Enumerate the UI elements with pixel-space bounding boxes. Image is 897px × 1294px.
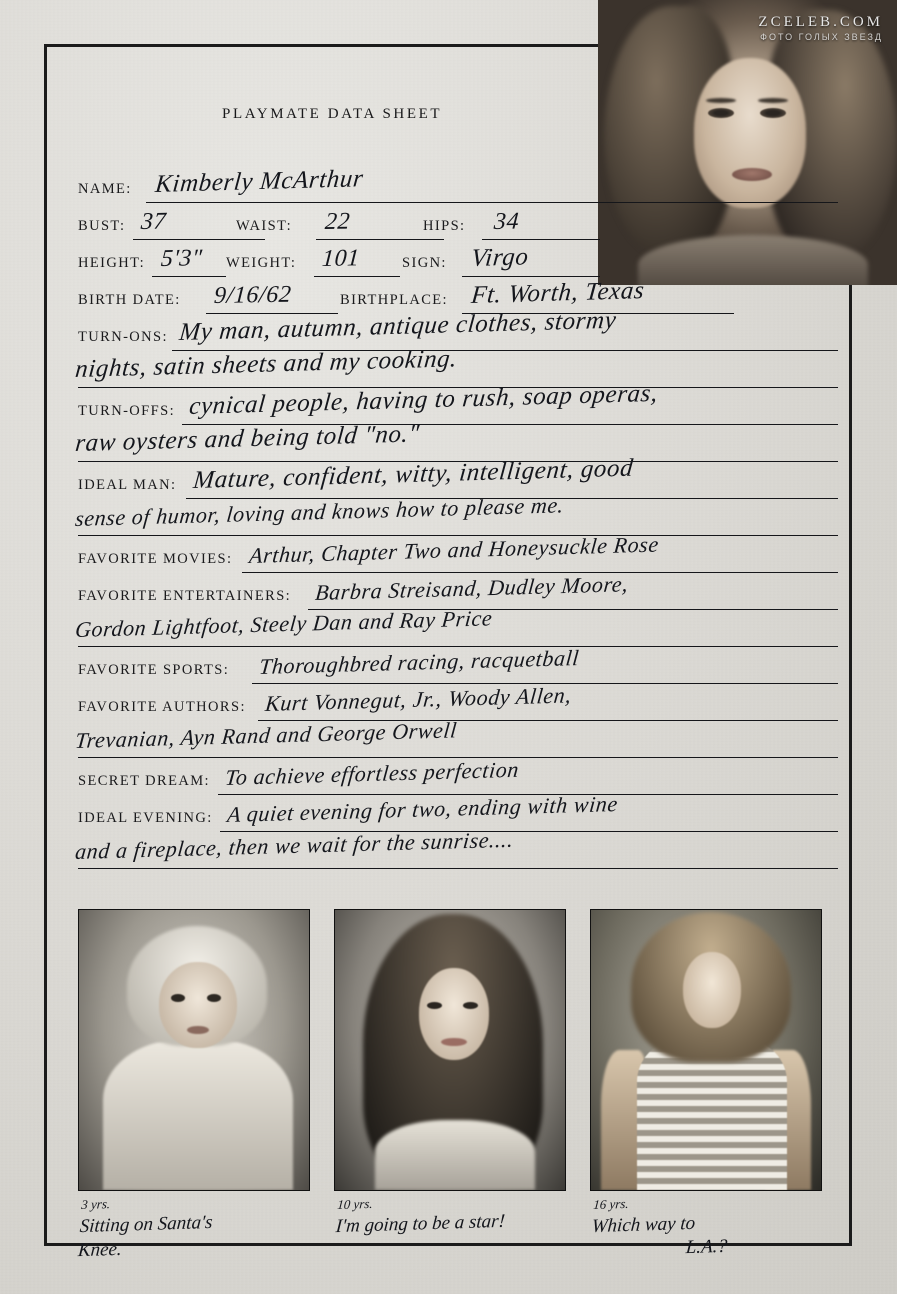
baby-photo-caption-line1: Sitting on Santa's bbox=[78, 1211, 214, 1238]
label-favorite-entertainers: FAVORITE ENTERTAINERS: bbox=[78, 588, 292, 604]
label-height: HEIGHT: bbox=[78, 255, 146, 271]
value-secret-dream: To achieve effortless perfection bbox=[224, 756, 521, 790]
label-secret-dream: SECRET DREAM: bbox=[78, 773, 210, 789]
baby-photo bbox=[78, 909, 310, 1191]
value-hips: 34 bbox=[493, 208, 521, 235]
field-row-turn-offs-cont bbox=[74, 420, 838, 462]
field-row-height-weight-sign bbox=[78, 240, 838, 277]
teen-photo-caption-line2: L.A.? bbox=[685, 1235, 728, 1259]
teen-photo-face bbox=[683, 952, 741, 1028]
child-photo-age: 10 yrs. bbox=[336, 1195, 374, 1213]
child-photo-eye-right bbox=[463, 1002, 478, 1009]
label-favorite-movies: FAVORITE MOVIES: bbox=[78, 551, 233, 567]
baby-photo-body bbox=[103, 1040, 293, 1190]
value-weight: 101 bbox=[321, 245, 361, 272]
value-turn-offs-line1: cynical people, having to rush, soap operas, bbox=[188, 379, 660, 420]
child-photo-shirt bbox=[375, 1120, 535, 1190]
baby-photo-eye-right bbox=[207, 994, 221, 1002]
page-title: PLAYMATE DATA SHEET bbox=[222, 106, 443, 122]
field-row-birth bbox=[78, 277, 838, 314]
value-ideal-man-line2: sense of humor, loving and knows how to please me. bbox=[74, 492, 566, 531]
child-photo-face bbox=[419, 968, 489, 1060]
watermark-main-text: ZCELEB.COM bbox=[758, 14, 883, 30]
value-ideal-man-line1: Mature, confident, witty, intelligent, good bbox=[192, 454, 635, 494]
teen-photo-caption-line1: Which way to bbox=[590, 1212, 696, 1238]
value-birthplace: Ft. Worth, Texas bbox=[470, 277, 646, 309]
value-bust: 37 bbox=[140, 208, 168, 235]
rule-ideal-evening-2 bbox=[78, 868, 838, 869]
value-favorite-authors-line1: Kurt Vonnegut, Jr., Woody Allen, bbox=[264, 682, 573, 716]
baby-photo-age: 3 yrs. bbox=[80, 1196, 111, 1213]
label-name: NAME: bbox=[78, 181, 132, 197]
field-row-name bbox=[78, 166, 838, 203]
value-ideal-evening-line1: A quiet evening for two, ending with wine bbox=[226, 791, 620, 827]
field-row-turn-ons-cont bbox=[74, 345, 838, 388]
field-row-favorite-authors-cont bbox=[74, 717, 838, 758]
data-sheet-form bbox=[74, 165, 838, 869]
teen-photo bbox=[590, 909, 822, 1191]
child-photo-eye-left bbox=[427, 1002, 442, 1009]
baby-photo-mouth bbox=[187, 1026, 209, 1034]
label-hips: HIPS: bbox=[423, 218, 466, 234]
child-photo-caption-line1: I'm going to be a star! bbox=[334, 1210, 506, 1238]
value-favorite-movies: Arthur, Chapter Two and Honeysuckle Rose bbox=[248, 531, 661, 568]
field-row-ideal-man-cont bbox=[74, 492, 838, 536]
field-row-favorite-entertainers-cont bbox=[74, 605, 838, 647]
baby-photo-caption bbox=[77, 1192, 215, 1262]
field-row-favorite-entertainers bbox=[78, 573, 838, 610]
headshot-brow-left bbox=[706, 98, 736, 103]
label-birthplace: BIRTHPLACE: bbox=[340, 292, 448, 308]
childhood-photo-strip bbox=[78, 909, 818, 1191]
value-ideal-evening-line2: and a fireplace, then we wait for the sunrise.... bbox=[74, 826, 515, 864]
field-row-ideal-evening-cont bbox=[74, 826, 838, 869]
teen-photo-caption bbox=[589, 1192, 731, 1262]
label-waist: WAIST: bbox=[236, 218, 293, 234]
label-bust: BUST: bbox=[78, 218, 126, 234]
value-waist: 22 bbox=[324, 208, 352, 235]
value-favorite-sports: Thoroughbred racing, racquetball bbox=[258, 644, 581, 679]
label-sign: SIGN: bbox=[402, 255, 447, 271]
value-height: 5'3" bbox=[160, 245, 204, 272]
baby-photo-eye-left bbox=[171, 994, 185, 1002]
field-row-measurements bbox=[78, 203, 838, 240]
headshot-brow-right bbox=[758, 98, 788, 103]
teen-photo-age: 16 yrs. bbox=[592, 1195, 630, 1213]
headshot-eye-right bbox=[760, 108, 786, 118]
label-favorite-sports: FAVORITE SPORTS: bbox=[78, 662, 230, 678]
field-row-favorite-movies bbox=[78, 531, 838, 573]
child-photo-mouth bbox=[441, 1038, 467, 1046]
field-row-turn-offs bbox=[78, 379, 838, 425]
value-sign: Virgo bbox=[470, 243, 530, 272]
watermark bbox=[758, 14, 883, 42]
value-birth-date: 9/16/62 bbox=[213, 281, 293, 309]
label-ideal-man: IDEAL MAN: bbox=[78, 477, 177, 493]
label-ideal-evening: IDEAL EVENING: bbox=[78, 810, 213, 826]
field-row-secret-dream bbox=[78, 758, 838, 795]
headshot-eye-left bbox=[708, 108, 734, 118]
field-row-ideal-evening bbox=[78, 791, 838, 832]
label-turn-offs: TURN-OFFS: bbox=[78, 403, 175, 419]
child-photo bbox=[334, 909, 566, 1191]
value-turn-offs-line2: raw oysters and being told "no." bbox=[74, 420, 421, 457]
value-favorite-entertainers-line1: Barbra Streisand, Dudley Moore, bbox=[314, 571, 630, 605]
baby-photo-caption-line2: Knee. bbox=[77, 1238, 123, 1262]
label-weight: WEIGHT: bbox=[226, 255, 297, 271]
value-turn-ons-line1: My man, autumn, antique clothes, stormy bbox=[178, 306, 618, 346]
label-favorite-authors: FAVORITE AUTHORS: bbox=[78, 699, 246, 715]
watermark-sub-text: ФОТО ГОЛЫХ ЗВЕЗД bbox=[760, 32, 883, 42]
value-favorite-entertainers-line2: Gordon Lightfoot, Steely Dan and Ray Price bbox=[74, 605, 494, 642]
label-birth-date: BIRTH DATE: bbox=[78, 292, 181, 308]
value-favorite-authors-line2: Trevanian, Ayn Rand and George Orwell bbox=[74, 717, 459, 753]
value-name: Kimberly McArthur bbox=[154, 165, 365, 198]
field-row-ideal-man bbox=[78, 454, 838, 499]
label-turn-ons: TURN-ONS: bbox=[78, 329, 168, 345]
value-turn-ons-line2: nights, satin sheets and my cooking. bbox=[74, 345, 459, 383]
baby-photo-face bbox=[159, 962, 237, 1048]
child-photo-caption bbox=[335, 1191, 507, 1238]
teen-photo-striped-top bbox=[637, 1040, 787, 1190]
field-row-favorite-sports bbox=[78, 644, 838, 684]
field-row-favorite-authors bbox=[78, 684, 838, 721]
